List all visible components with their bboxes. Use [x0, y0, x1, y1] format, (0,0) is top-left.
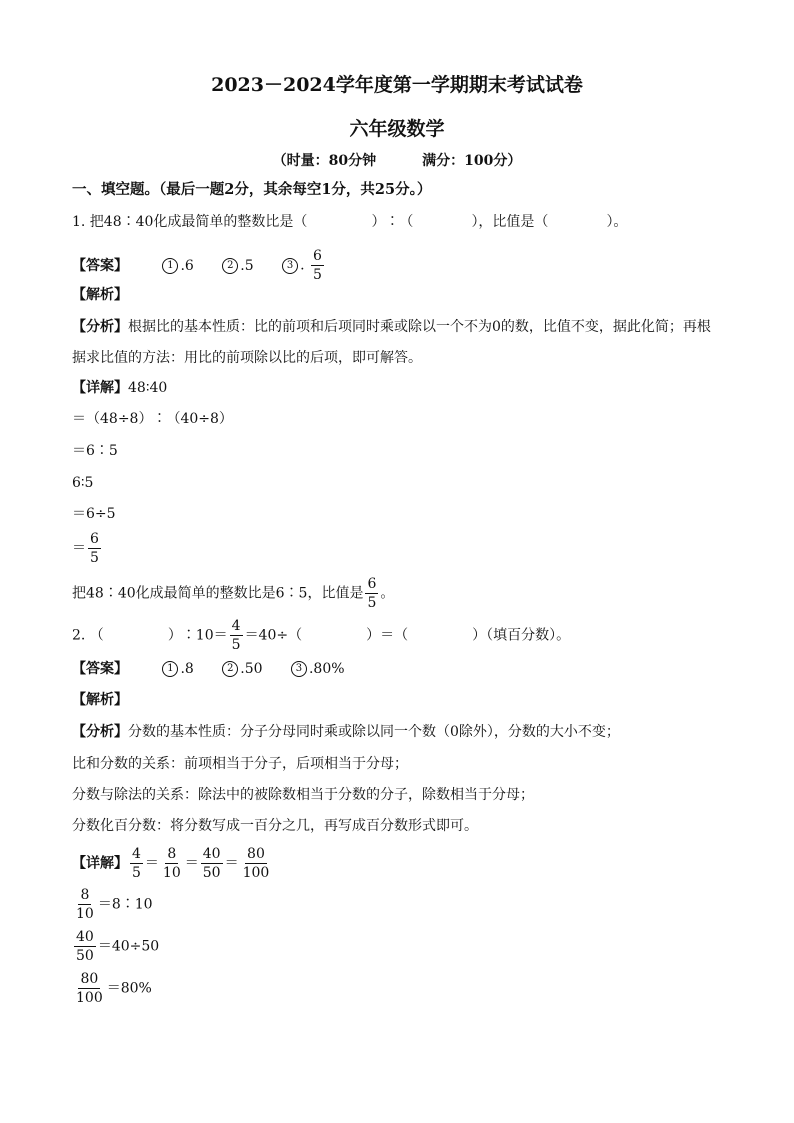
conclusion-text: 把48∶40化成最简单的整数比是6∶5，比值是 [72, 585, 364, 602]
q1-step: ＝6÷5 [72, 506, 116, 522]
fenxi-text: 根据比的基本性质：比的前项和后项同时乘或除以一个不为0的数，比值不变，据此化简；再根据求比值的方法：用比的前项除以比的后项，即可解答。 [72, 319, 711, 366]
fraction [230, 617, 243, 654]
q1-step-fraction [72, 530, 754, 567]
q2-row [72, 886, 754, 923]
detail-text: 48∶40 [128, 380, 168, 396]
q1-analysis-text [72, 312, 724, 374]
q1-conclusion [72, 575, 754, 612]
q2-stem-part: ）＝（ [366, 627, 409, 644]
q2-analysis-text [72, 721, 754, 743]
q1-stem-part: ）∶（ [371, 214, 414, 230]
answer-value: .50 [240, 661, 263, 677]
exam-subject: 六年级数学 [349, 118, 445, 140]
denominator: 5 [231, 637, 241, 653]
denominator: 50 [202, 865, 221, 881]
numerator: 80 [80, 971, 99, 987]
fraction [88, 530, 101, 567]
equals-sign: ＝ [184, 855, 199, 872]
denominator: 5 [367, 595, 377, 611]
q2-stem-part: ＝40÷（ [244, 627, 303, 644]
q2-note: 比和分数的关系：前项相当于分子，后项相当于分母； [72, 756, 408, 772]
q1-step: ＝（48÷8）∶（40÷8） [72, 411, 233, 427]
question-1-stem [72, 211, 754, 233]
numerator: 6 [90, 531, 99, 547]
equals-sign: ＝ [72, 540, 86, 557]
analysis-tag: 【解析】 [72, 692, 128, 708]
q1-answer-1 [162, 255, 193, 277]
exam-time: （时量：80分钟 [272, 153, 377, 169]
q2-answer-row [72, 658, 754, 680]
q2-stem-part: 2. （ [72, 627, 104, 644]
numerator: 40 [202, 846, 221, 862]
fraction [201, 845, 223, 882]
q2-detail-line [72, 845, 754, 882]
fraction [130, 845, 143, 882]
q2-answer-2 [222, 658, 262, 680]
fraction [74, 928, 96, 965]
q2-row [72, 928, 754, 965]
denominator: 10 [162, 865, 181, 881]
analysis-tag: 【解析】 [72, 287, 128, 303]
fraction [161, 845, 183, 882]
numerator: 6 [312, 248, 322, 264]
q2-answer-1 [162, 658, 193, 680]
q2-note: 分数化百分数：将分数写成一百分之几，再写成百分数形式即可。 [72, 818, 478, 834]
answer-value: .8 [180, 661, 194, 677]
exam-meta [0, 150, 794, 170]
q1-stem-part: 1. 把48∶40化成最简单的整数比是（ [72, 214, 308, 230]
numerator: 8 [80, 887, 90, 903]
q1-step: ＝6∶5 [72, 443, 118, 459]
answer-value: .80% [308, 661, 345, 677]
circle-number: 1 [162, 258, 178, 274]
fraction [241, 845, 272, 882]
q1-step: 6∶5 [72, 475, 94, 491]
denominator: 5 [132, 865, 141, 881]
q1-answer-row [72, 247, 754, 284]
denominator: 100 [242, 865, 270, 881]
q1-stem-part: ），比值是（ [471, 214, 549, 230]
denominator: 50 [76, 948, 94, 964]
q1-detail-line [72, 377, 754, 399]
numerator: 4 [132, 846, 141, 862]
equals-sign: ＝ [144, 855, 159, 872]
answer-value: . [300, 257, 305, 274]
fraction [365, 575, 378, 612]
conclusion-text: 。 [380, 585, 395, 602]
fraction [74, 886, 96, 923]
circle-number: 1 [162, 661, 178, 677]
answer-value: .6 [180, 257, 194, 274]
q1-answer-3 [282, 247, 326, 284]
row-value: ＝8∶10 [97, 896, 153, 913]
q2-stem-part: ）（填百分数）。 [472, 627, 571, 644]
denominator: 100 [76, 990, 103, 1006]
row-value: ＝40÷50 [97, 938, 160, 955]
fenxi-tag: 【分析】 [72, 724, 128, 740]
fenxi-text: 分数的基本性质：分子分母同时乘或除以同一个数（0除外），分数的大小不变； [128, 724, 620, 740]
circle-number: 3 [291, 661, 307, 677]
q1-stem-part: ）。 [606, 214, 628, 230]
section-heading: 一、填空题。（最后一题2分，其余每空1分，共25分。） [72, 181, 432, 198]
q2-row [72, 970, 754, 1007]
q2-answer-3 [291, 658, 345, 680]
fenxi-tag: 【分析】 [72, 319, 128, 335]
fraction [311, 247, 324, 284]
denominator: 10 [76, 906, 94, 922]
circle-number: 2 [222, 661, 238, 677]
circle-number: 3 [282, 258, 298, 274]
denominator: 5 [312, 267, 322, 283]
circle-number: 2 [222, 258, 238, 274]
exam-title: 2023－2024学年度第一学期期末考试试卷 [211, 74, 583, 96]
numerator: 8 [167, 846, 177, 862]
numerator: 6 [367, 576, 377, 592]
answer-tag: 【答案】 [72, 661, 128, 677]
equals-sign: ＝ [224, 855, 239, 872]
denominator: 5 [90, 550, 99, 566]
numerator: 40 [76, 929, 94, 945]
answer-value: .5 [240, 257, 254, 274]
q1-answer-2 [222, 255, 253, 277]
q2-note: 分数与除法的关系：除法中的被除数相当于分数的分子，除数相当于分母； [72, 787, 534, 803]
answer-tag: 【答案】 [72, 257, 128, 274]
numerator: 80 [247, 846, 265, 862]
q2-stem-part: ）∶10＝ [167, 627, 228, 644]
exam-score: 满分：100分） [422, 153, 522, 169]
fraction [74, 970, 105, 1007]
question-2-stem [72, 617, 754, 654]
detail-tag: 【详解】 [72, 855, 128, 872]
detail-tag: 【详解】 [72, 380, 128, 396]
numerator: 4 [231, 618, 241, 634]
row-value: ＝80% [106, 980, 152, 997]
